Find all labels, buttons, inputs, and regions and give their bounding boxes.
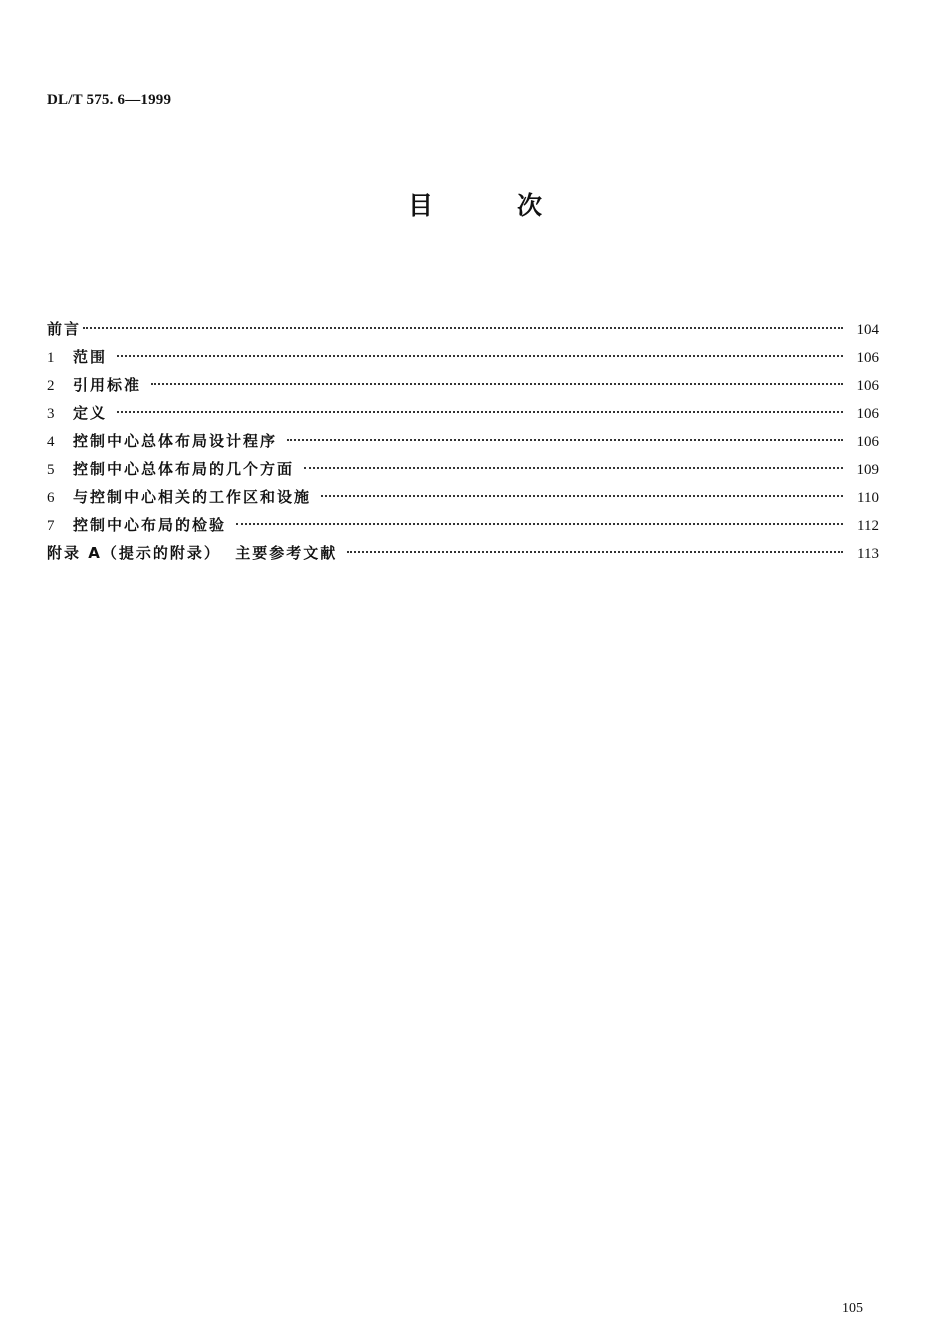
toc-entry-label: 引用标准: [73, 376, 142, 394]
toc-entry-page: 104: [856, 322, 879, 338]
table-of-contents: [47, 315, 879, 567]
toc-leader-dots: [236, 523, 843, 525]
toc-entry-2[interactable]: [47, 371, 879, 399]
toc-entry-label: 控制中心总体布局的几个方面: [73, 460, 295, 478]
toc-entry-appendix-a[interactable]: [47, 539, 879, 567]
toc-entry-page: 112: [857, 518, 879, 534]
toc-entry-number: 1: [47, 350, 55, 366]
toc-entry-page: 106: [856, 350, 879, 366]
toc-leader-dots: [117, 355, 843, 357]
toc-entry-number: 7: [47, 518, 55, 534]
toc-entry-label: 附录 A（提示的附录） 主要参考文献: [47, 544, 338, 562]
toc-entry-number: 2: [47, 378, 55, 394]
toc-entry-1[interactable]: [47, 343, 879, 371]
toc-leader-dots: [347, 551, 843, 553]
toc-entry-number: 6: [47, 490, 55, 506]
document-code: DL/T 575. 6—1999: [47, 92, 172, 108]
toc-entry-page: 109: [856, 462, 879, 478]
toc-entry-label: 与控制中心相关的工作区和设施: [73, 488, 312, 506]
toc-leader-dots: [321, 495, 843, 497]
toc-entry-page: 110: [857, 490, 879, 506]
toc-leader-dots: [83, 327, 843, 329]
toc-leader-dots: [287, 439, 843, 441]
page-number: 105: [842, 1301, 863, 1316]
toc-entry-number: 5: [47, 462, 55, 478]
toc-leader-dots: [304, 467, 843, 469]
toc-entry-page: 106: [856, 434, 879, 450]
toc-entry-label: 控制中心布局的检验: [73, 516, 227, 534]
page-title: 目次: [407, 191, 626, 220]
toc-leader-dots: [117, 411, 843, 413]
toc-leader-dots: [151, 383, 843, 385]
toc-entry-6[interactable]: [47, 483, 879, 511]
toc-entry-page: 106: [856, 406, 879, 422]
toc-entry-label: 定义: [73, 404, 108, 422]
toc-entry-label: 控制中心总体布局设计程序: [73, 432, 278, 450]
toc-entry-4[interactable]: [47, 427, 879, 455]
toc-entry-7[interactable]: [47, 511, 879, 539]
toc-entry-page: 113: [857, 546, 879, 562]
toc-entry-page: 106: [856, 378, 879, 394]
toc-entry-label: 范围: [73, 348, 108, 366]
toc-entry-label: 前言: [47, 320, 82, 338]
toc-entry-3[interactable]: [47, 399, 879, 427]
toc-entry-number: 3: [47, 406, 55, 422]
toc-entry-foreword[interactable]: [47, 315, 879, 343]
toc-entry-number: 4: [47, 434, 55, 450]
toc-entry-5[interactable]: [47, 455, 879, 483]
